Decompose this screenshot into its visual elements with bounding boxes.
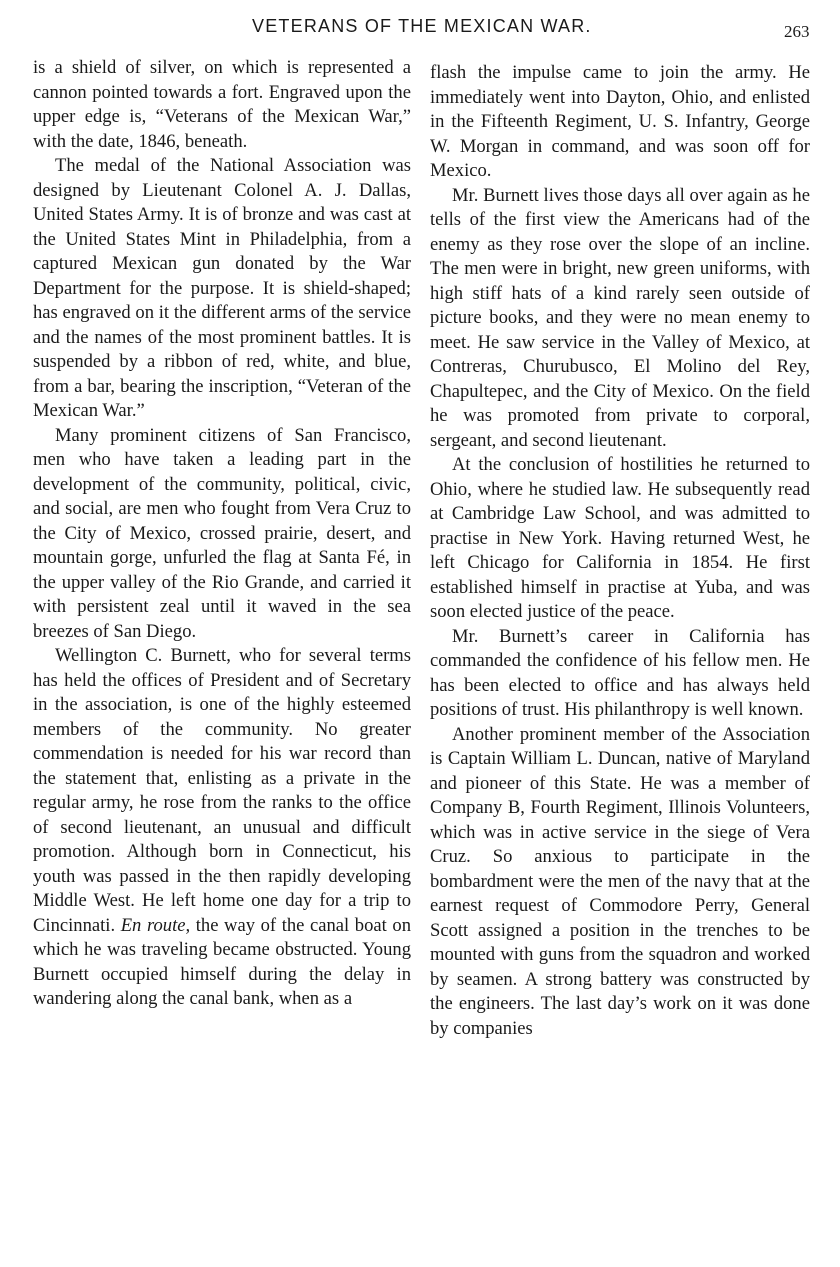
page-header — [0, 16, 840, 46]
right-column — [430, 61, 810, 1041]
paragraph: flash the impulse came to join the army. He immediately went into Dayton, Ohio, and enlisted in the Fifteenth Regiment, U. S. Infantry, George W. Morgan in command, and was soon off for Mexico. — [430, 62, 810, 181]
paragraph: is a shield of silver, on which is represented a cannon pointed towards a fort. Engraved upon the upper edge is, “Veterans of the Mexican War,” with the date, 1846, beneath. — [33, 57, 411, 152]
page-number: 263 — [784, 22, 810, 41]
paragraph: At the conclusion of hostilities he returned to Ohio, where he studied law. He subsequently read at Cambridge Law School, and was admitted to practise in New York. Having returned West, he left Chicago for California in 1854. He first established himself in practise at Yuba, and was soon elected justice of the peace. — [430, 454, 810, 622]
paragraph: Many prominent citizens of San Francisco, men who have taken a leading part in the development of the community, political, civic, and social, are men who fought from Vera Cruz to the City of Mexico, crossed prairie, desert, and mountain gorge, unfurled the flag at Santa Fé, in the upper valley of the Rio Grande, and carried it with persistent zeal until it waved in the sea breezes of San Diego. — [33, 424, 411, 642]
left-column — [33, 56, 411, 1012]
text-run: Wellington C. Burnett, who for several terms has held the offices of President and of Secretary in the association, is one of the highly esteemed members of the community. No greater commendation is needed for his war record than the statement that, enlisting as a private in the regular army, he rose from the ranks to the office of second lieutenant, an unusual and difficult promotion. Although born in Connecticut, his youth was passed in the then rapidly developing Middle West. He left home one day for a trip to Cincinnati. — [33, 645, 411, 936]
paragraph — [33, 644, 411, 1012]
paragraph: Mr. Burnett lives those days all over again as he tells of the first view the Americans had of the enemy as they rose over the slope of an incline. The men were in bright, new green uniforms, with high stiff hats of a kind rarely seen outside of picture books, and they were no mean enemy to meet. He saw service in the Valley of Mexico, at Contreras, Churubusco, El Molino del Rey, Chapultepec, and the City of Mexico. On the field he was promoted from private to corporal, sergeant, and second lieutenant. — [430, 184, 810, 451]
running-head: VETERANS OF THE MEXICAN WAR. — [252, 16, 592, 36]
paragraph: Mr. Burnett’s career in California has commanded the confidence of his fellow men. He has been elected to office and has always held positions of trust. His philanthropy is well known. — [430, 625, 810, 720]
italic-phrase: En route, — [120, 914, 191, 936]
paragraph: The medal of the National Association was designed by Lieutenant Colonel A. J. Dallas, United States Army. It is of bronze and was cast at the United States Mint in Philadelphia, from a captured Mexican gun donated by the War Department for the purpose. It is shield-shaped; has engraved on it the different arms of the service and the names of the most prominent battles. It is suspended by a ribbon of red, white, and blue, from a bar, bearing the inscription, “Veteran of the Mexican War.” — [33, 155, 411, 421]
text-run: the way of the canal boat on which he was traveling became obstructed. Young Burnett occupied himself during the delay in wandering along the canal bank, when as a — [33, 914, 411, 1009]
paragraph: Another prominent member of the Association is Captain William L. Duncan, native of Maryland and pioneer of this State. He was a member of Company B, Fourth Regiment, Illinois Volunteers, which was in active service in the siege of Vera Cruz. So anxious to participate in the bombardment were the men of the navy that at the earnest request of Commodore Perry, General Scott assigned a position in the trenches to be mounted with guns from the squadron and worked by seamen. A strong battery was constructed by the engineers. The last day’s work on it was done by companies — [430, 723, 810, 1039]
